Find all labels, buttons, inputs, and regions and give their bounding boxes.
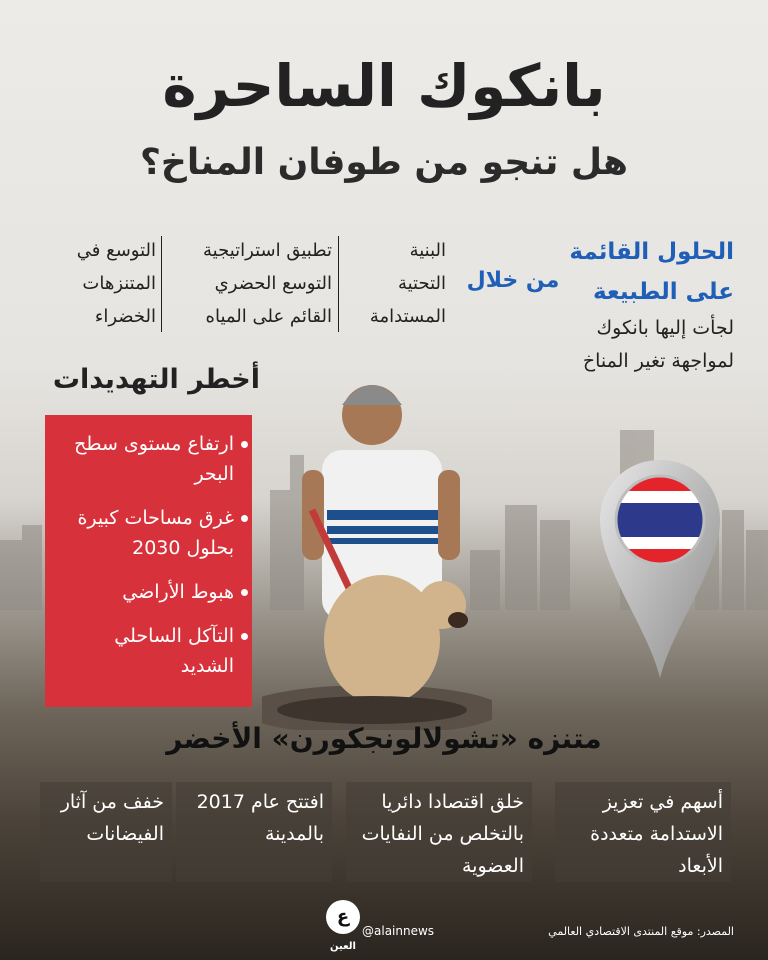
solution-item-infrastructure <box>346 234 446 333</box>
solution-item-line: المتنزهات <box>82 273 156 294</box>
threat-item: هبوط الأراضي <box>55 577 234 607</box>
source-credit: المصدر: موقع المنتدى الاقتصادي العالمي <box>548 925 734 938</box>
divider <box>338 236 339 332</box>
solution-item-urban-strategy <box>166 234 332 333</box>
alain-logo-icon: ع <box>326 900 360 934</box>
threats-list <box>45 415 252 681</box>
page-title: بانكوك الساحرة <box>162 52 606 120</box>
threat-item: التآكل الساحلي الشديد <box>55 621 234 681</box>
solution-item-line: المستدامة <box>369 306 446 327</box>
solutions-heading-line2: على الطبيعة <box>592 279 734 305</box>
park-title: متنزه «تشولالونجكورن» الأخضر <box>166 722 602 755</box>
threat-item: غرق مساحات كبيرة بحلول 2030 <box>55 503 234 563</box>
solution-item-line: التوسع في <box>76 240 156 261</box>
threat-item: ارتفاع مستوى سطح البحر <box>55 429 234 489</box>
solution-item-green-parks <box>40 234 156 333</box>
man-with-dog-photo <box>262 360 492 730</box>
logo-text: العين <box>330 941 356 952</box>
solution-item-line: البنية <box>409 240 446 261</box>
solution-item-line: تطبيق استراتيجية <box>203 240 332 261</box>
park-feature: افتتح عام 2017 بالمدينة <box>176 782 332 882</box>
solution-item-line: التحتية <box>397 273 446 294</box>
solutions-heading-line1: الحلول القائمة <box>569 239 734 265</box>
thailand-flag-pin-icon <box>598 458 722 680</box>
solutions-heading <box>564 232 734 312</box>
solutions-description: لجأت إليها بانكوك لمواجهة تغير المناخ <box>582 317 734 372</box>
social-handle: @alainnews <box>362 924 435 938</box>
page-subtitle: هل تنجو من طوفان المناخ؟ <box>140 142 628 183</box>
threats-box <box>45 415 252 707</box>
park-feature: أسهم في تعزيز الاستدامة متعددة الأبعاد <box>555 782 731 882</box>
solution-item-line: القائم على المياه <box>205 306 332 327</box>
via-label: من خلال <box>466 268 560 293</box>
park-feature: خلق اقتصادا دائريا بالتخلص من النفايات العضوية <box>346 782 532 882</box>
threats-title: أخطر التهديدات <box>52 364 260 395</box>
divider <box>161 236 162 332</box>
park-feature: خفف من آثار الفيضانات <box>40 782 172 882</box>
solution-item-line: التوسع الحضري <box>214 273 332 294</box>
solution-item-line: الخضراء <box>94 306 156 327</box>
